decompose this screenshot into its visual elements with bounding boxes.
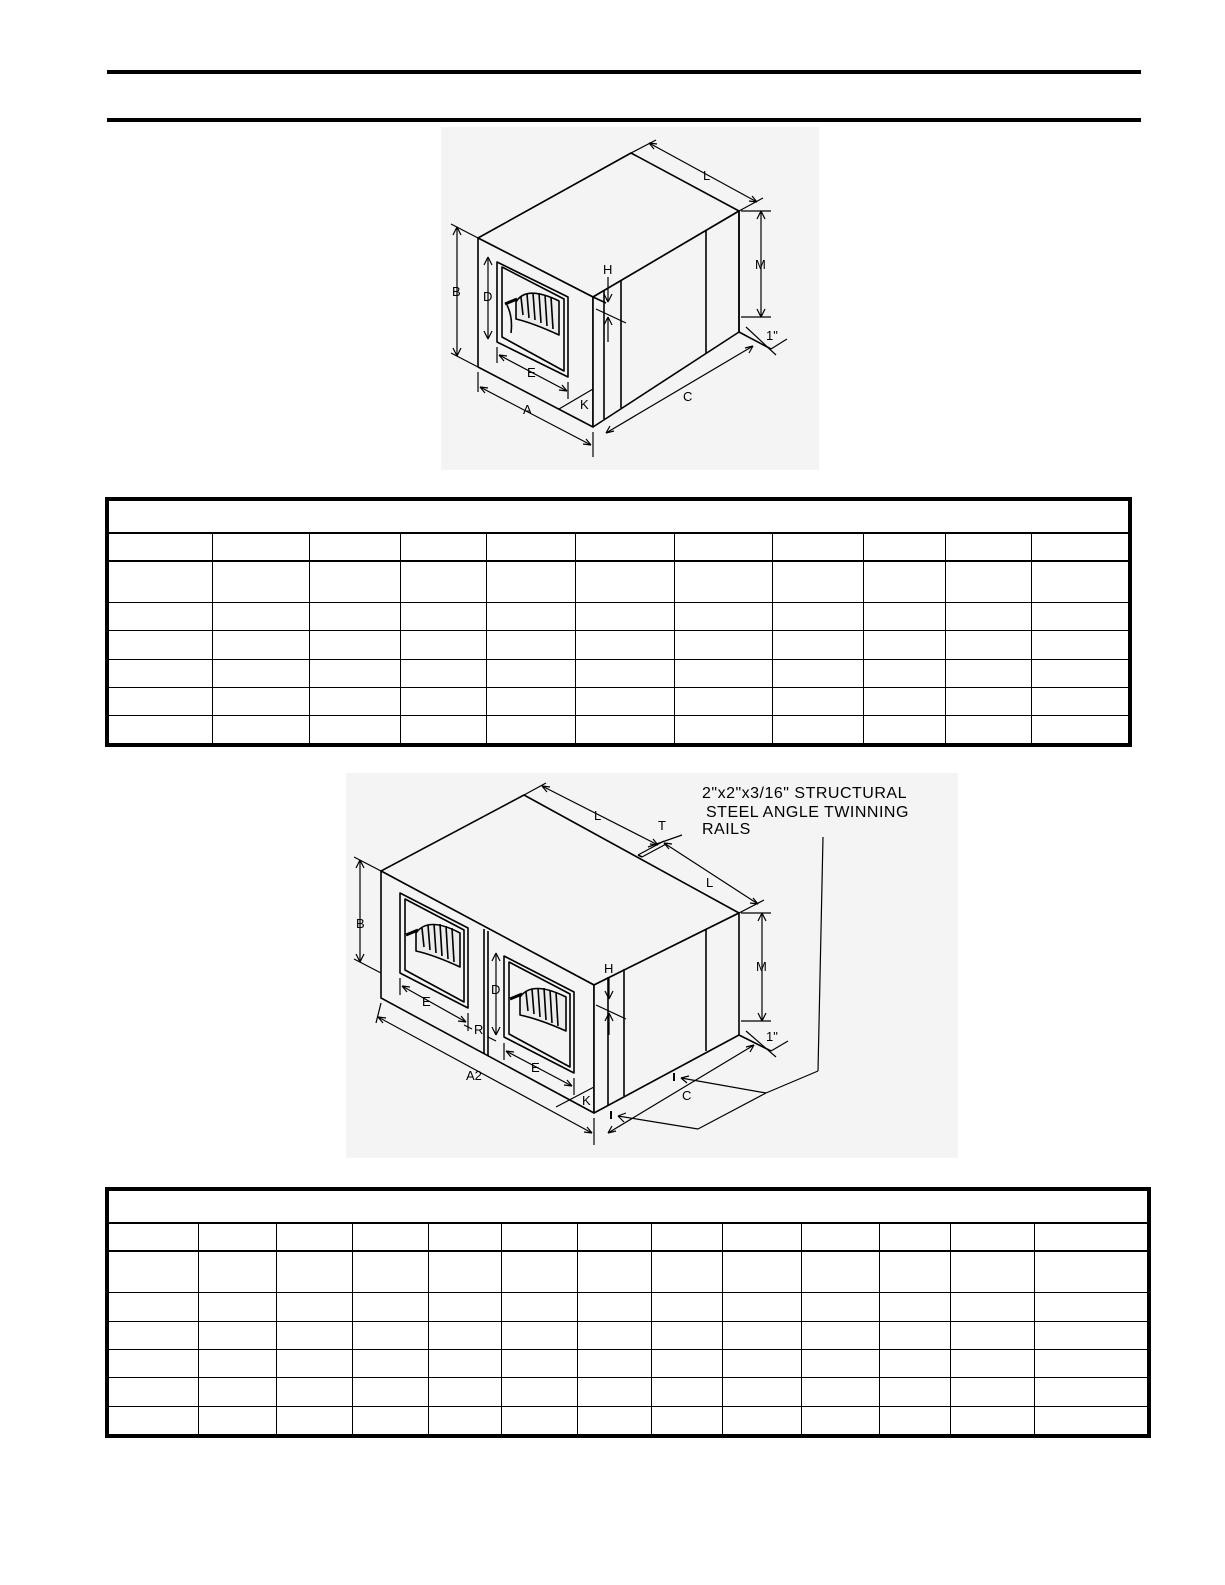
dim-label-one-inch: 1" <box>766 328 778 343</box>
dim-label-b: B <box>356 916 365 931</box>
table-row <box>109 1293 1148 1321</box>
twinning-rails-note-line-1: 2"x2"x3/16" STRUCTURAL <box>702 785 907 802</box>
table-header-row <box>109 1223 1148 1251</box>
dim-label-c: C <box>682 1088 692 1103</box>
dim-label-a: A <box>523 402 532 417</box>
header-rule <box>107 118 1141 122</box>
dim-label-e: E <box>527 365 536 380</box>
table-row <box>109 1251 1148 1293</box>
table-row <box>109 1321 1148 1349</box>
single-blower-diagram <box>441 127 819 470</box>
table-header-row <box>109 533 1129 561</box>
table-row <box>109 659 1129 687</box>
dim-label-l: L <box>703 168 711 183</box>
dim-label-t: T <box>658 818 666 833</box>
table-title-cell <box>109 501 1129 533</box>
dim-label-e-left: E <box>422 994 431 1009</box>
dim-label-r: R <box>474 1022 484 1037</box>
dim-label-k: K <box>580 397 589 412</box>
table-row <box>109 715 1129 743</box>
twinning-rails-note-line-3: RAILS <box>702 821 751 838</box>
dim-label-a2: A2 <box>466 1068 482 1083</box>
table-row <box>109 1406 1148 1434</box>
dim-label-h: H <box>603 262 613 277</box>
dim-label-l-front: L <box>594 808 602 823</box>
table-row <box>109 687 1129 715</box>
table-row <box>109 1350 1148 1378</box>
dim-label-m: M <box>755 257 766 272</box>
dim-label-c: C <box>683 389 693 404</box>
twinning-rails-note-line-2: STEEL ANGLE TWINNING <box>706 804 909 821</box>
top-rule <box>107 70 1141 74</box>
table-row <box>109 1378 1148 1406</box>
dim-label-one-inch: 1" <box>766 1029 778 1044</box>
table-row <box>109 631 1129 659</box>
twin-unit-dimensions-table <box>105 1187 1151 1438</box>
single-unit-dimensions-table <box>105 497 1132 747</box>
dim-label-h: H <box>604 961 614 976</box>
twin-blower-diagram <box>346 773 958 1158</box>
table-title-cell <box>109 1191 1148 1223</box>
dim-label-d: D <box>483 289 493 304</box>
dim-label-d: D <box>491 982 501 997</box>
dim-label-l-back: L <box>706 875 714 890</box>
dim-label-e-right: E <box>531 1060 540 1075</box>
table-row <box>109 603 1129 631</box>
dim-label-k: K <box>582 1093 591 1108</box>
table-row <box>109 561 1129 603</box>
dim-label-b: B <box>452 284 461 299</box>
dim-label-m: M <box>756 959 767 974</box>
